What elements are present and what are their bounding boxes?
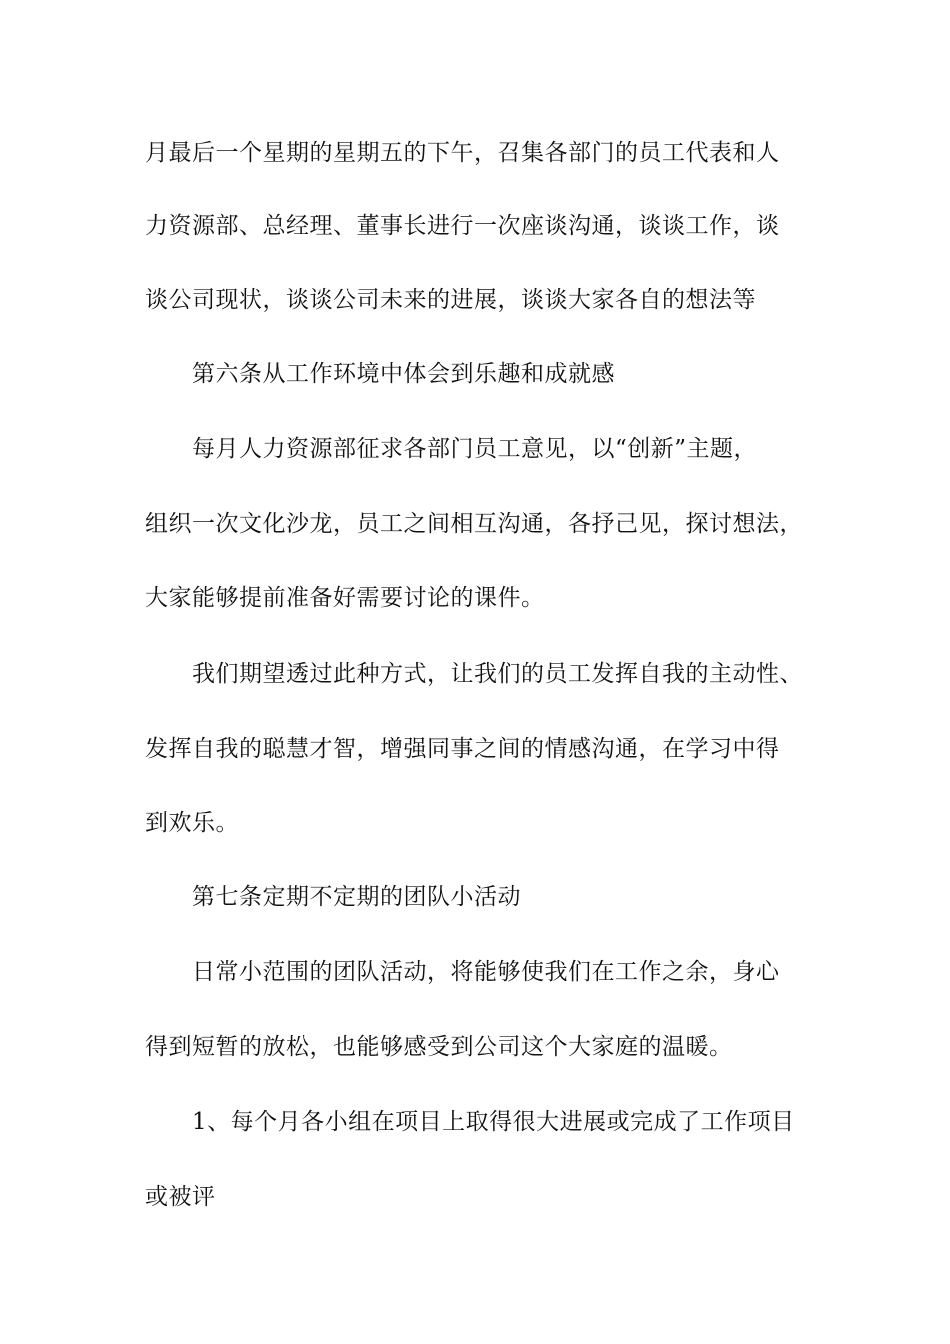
text-line: 月最后一个星期的星期五的下午，召集各部门的员工代表和人: [145, 140, 780, 166]
text-line: 日常小范围的团队活动，将能够使我们在工作之余，身心: [192, 959, 780, 985]
list-item: 1、每个月各小组在项目上取得很大进展或完成了工作项目: [192, 1109, 795, 1135]
text-line: 谈公司现状，谈谈公司未来的进展，谈谈大家各自的想法等: [145, 287, 756, 313]
text-line: 发挥自我的聪慧才智，增强同事之间的情感沟通，在学习中得: [145, 736, 780, 762]
text-line: 每月人力资源部征求各部门员工意见，以“创新”主题，: [192, 436, 758, 462]
text-line: 大家能够提前准备好需要讨论的课件。: [145, 585, 545, 611]
text-line: 组织一次文化沙龙，员工之间相互沟通，各抒己见，探讨想法，: [145, 511, 803, 537]
text-line: 我们期望透过此种方式，让我们的员工发挥自我的主动性、: [192, 661, 803, 687]
text-line: 得到短暂的放松，也能够感受到公司这个大家庭的温暖。: [145, 1034, 733, 1060]
text-line: 力资源部、总经理、董事长进行一次座谈沟通，谈谈工作，谈: [145, 213, 780, 239]
text-line: 或被评: [145, 1184, 216, 1210]
text-line: 到欢乐。: [145, 810, 239, 836]
section-heading: 第七条定期不定期的团队小活动: [192, 884, 521, 910]
section-heading: 第六条从工作环境中体会到乐趣和成就感: [192, 361, 615, 387]
